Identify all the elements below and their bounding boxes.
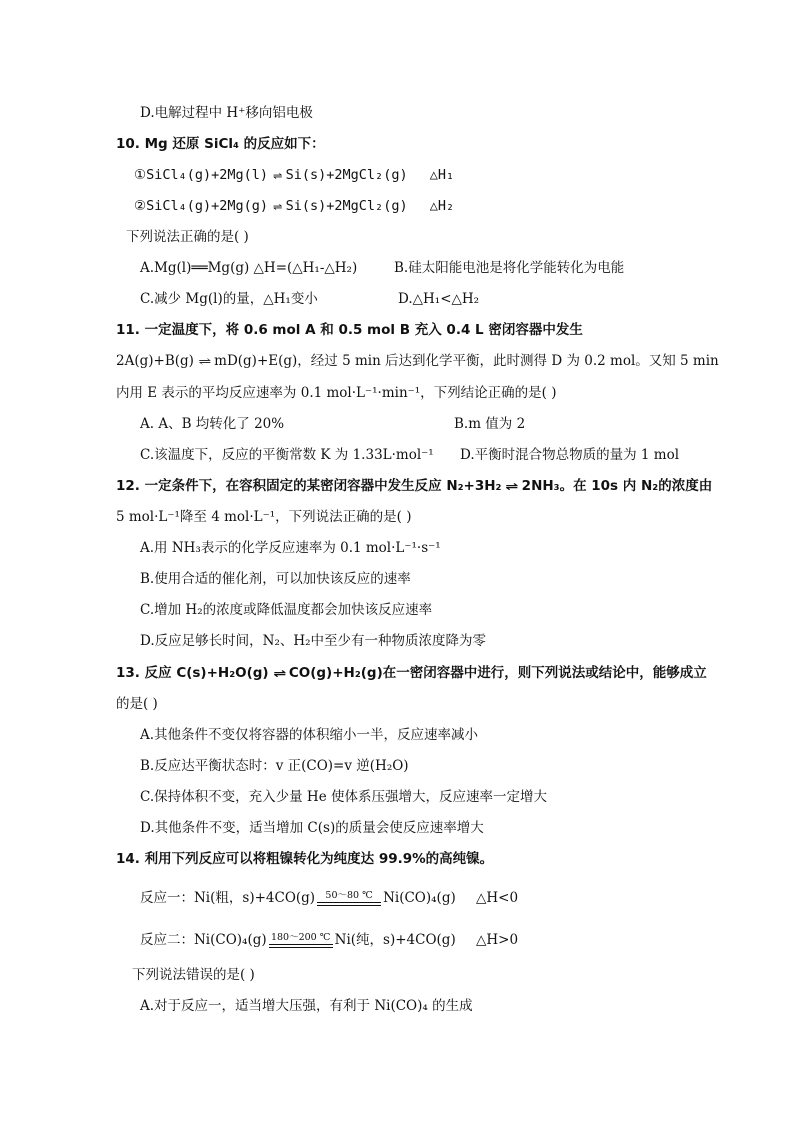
equilibrium-arrow-icon: ⇌ xyxy=(272,200,281,213)
q12-stem-part2: 2NH₃。在 10s 内 N₂的浓度由 xyxy=(521,478,713,494)
q13-option-d: D.其他条件不变，适当增加 C(s)的质量会使反应速率增大 xyxy=(140,820,484,836)
q13-option-c: C.保持体积不变，充入少量 He 使体系压强增大，反应速率一定增大 xyxy=(140,789,547,805)
q11-option-c: C.该温度下，反应的平衡常数 K 为 1.33L·mol⁻¹ xyxy=(140,447,434,463)
q10-option-c: C.减少 Mg(l)的量，△H₁变小 xyxy=(140,291,318,307)
q10-option-d: D.△H₁<△H₂ xyxy=(398,291,480,307)
equilibrium-arrow-icon: ⇌ xyxy=(272,169,281,182)
q11-stem-eq-right: mD(g)+E(g)，经过 5 min 后达到化学平衡，此时测得 D 为 0.2 mol。又知 5 min xyxy=(214,353,719,369)
q11-stem-line3: 内用 E 表示的平均反应速率为 0.1 mol·L⁻¹·min⁻¹，下列结论正确的是( ) xyxy=(116,385,557,401)
q14-r2-right: Ni(纯，s)+4CO(g) xyxy=(334,932,456,948)
equilibrium-arrow-icon xyxy=(269,943,333,949)
q9-option-d: D.电解过程中 H⁺移向铝电极 xyxy=(140,105,313,121)
q13-stem-line2: 的是( ) xyxy=(116,696,158,712)
q11-stem-eq-left: 2A(g)+B(g) xyxy=(116,353,194,369)
q10-r2-right: Si(s)+2MgCl₂(g) xyxy=(285,198,408,214)
q13-option-a: A.其他条件不变仅将容器的体积缩小一半，反应速率减小 xyxy=(140,727,479,743)
q10-r2-left: ②SiCl₄(g)+2Mg(g) xyxy=(134,198,269,214)
equilibrium-arrow-icon: ⇌ xyxy=(505,480,518,493)
q14-r2-dh: △H>0 xyxy=(476,932,519,948)
q12-option-c: C.增加 H₂的浓度或降低温度都会加快该反应速率 xyxy=(140,602,433,618)
q12-stem-part1: 12. 一定条件下，在容积固定的某密闭容器中发生反应 N₂+3H₂ xyxy=(116,478,502,494)
q12-option-b: B.使用合适的催化剂，可以加快该反应的速率 xyxy=(140,571,411,587)
equilibrium-arrow-icon: ⇌ xyxy=(272,667,285,680)
q14-r1-left: 反应一：Ni(粗，s)+4CO(g) xyxy=(140,890,316,906)
q12-stem-line1 xyxy=(116,477,712,496)
q14-r1-condition: 50～80 ℃ xyxy=(325,890,373,901)
q14-stem: 14. 利用下列反应可以将粗镍转化为纯度达 99.9%的高纯镍。 xyxy=(116,851,494,867)
equilibrium-arrow-icon: ⇌ xyxy=(198,355,210,368)
q11-option-b: B.m 值为 2 xyxy=(454,416,526,432)
q11-stem-line2 xyxy=(116,352,719,371)
q14-reaction-2 xyxy=(140,927,518,953)
q14-r2-condition: 180～200 ℃ xyxy=(270,932,331,943)
q12-stem-line2: 5 mol·L⁻¹降至 4 mol·L⁻¹，下列说法正确的是( ) xyxy=(116,509,412,525)
q14-r2-left: 反应二：Ni(CO)₄(g) xyxy=(140,932,267,948)
q11-stem-line1: 11. 一定温度下，将 0.6 mol A 和 0.5 mol B 充入 0.4 L 密闭容器中发生 xyxy=(116,322,583,338)
q13-stem-part1: 13. 反应 C(s)+H₂O(g) xyxy=(116,665,269,681)
equilibrium-arrow-icon xyxy=(317,901,381,907)
q14-r1-right: Ni(CO)₄(g) xyxy=(383,890,456,906)
q10-r1-left: ①SiCl₄(g)+2Mg(l) xyxy=(134,167,269,183)
q10-reaction-1 xyxy=(134,166,454,185)
q12-option-a: A.用 NH₃表示的化学反应速率为 0.1 mol·L⁻¹·s⁻¹ xyxy=(140,540,441,556)
q14-r2-arrow xyxy=(269,932,333,949)
q11-option-a: A. A、B 均转化了 20% xyxy=(140,416,285,432)
q10-stem: 10. Mg 还原 SiCl₄ 的反应如下： xyxy=(116,136,325,152)
q14-option-a: A.对于反应一，适当增大压强，有利于 Ni(CO)₄ 的生成 xyxy=(140,998,473,1014)
q12-option-d: D.反应足够长时间，N₂、H₂中至少有一种物质浓度降为零 xyxy=(140,633,487,649)
q10-r1-right: Si(s)+2MgCl₂(g) xyxy=(285,167,408,183)
q10-option-a: A.Mg(l)══Mg(g) △H=(△H₁-△H₂) xyxy=(140,260,358,276)
q13-stem-line1 xyxy=(116,664,707,683)
q14-r1-dh: △H<0 xyxy=(476,890,519,906)
q11-option-d: D.平衡时混合物总物质的量为 1 mol xyxy=(460,447,680,463)
q13-stem-part2: CO(g)+H₂(g)在一密闭容器中进行，则下列说法或结论中，能够成立 xyxy=(288,665,707,681)
q14-prompt: 下列说法错误的是( ) xyxy=(132,967,255,983)
q10-option-b: B.硅太阳能电池是将化学能转化为电能 xyxy=(394,260,625,276)
q10-reaction-2 xyxy=(134,197,454,216)
q10-prompt: 下列说法正确的是( ) xyxy=(126,229,249,245)
q10-r2-dh: △H₂ xyxy=(429,198,455,214)
q14-r1-arrow xyxy=(317,890,381,907)
q13-option-b: B.反应达平衡状态时：v 正(CO)=v 逆(H₂O) xyxy=(140,758,409,774)
q10-r1-dh: △H₁ xyxy=(429,167,455,183)
q14-reaction-1 xyxy=(140,885,518,911)
